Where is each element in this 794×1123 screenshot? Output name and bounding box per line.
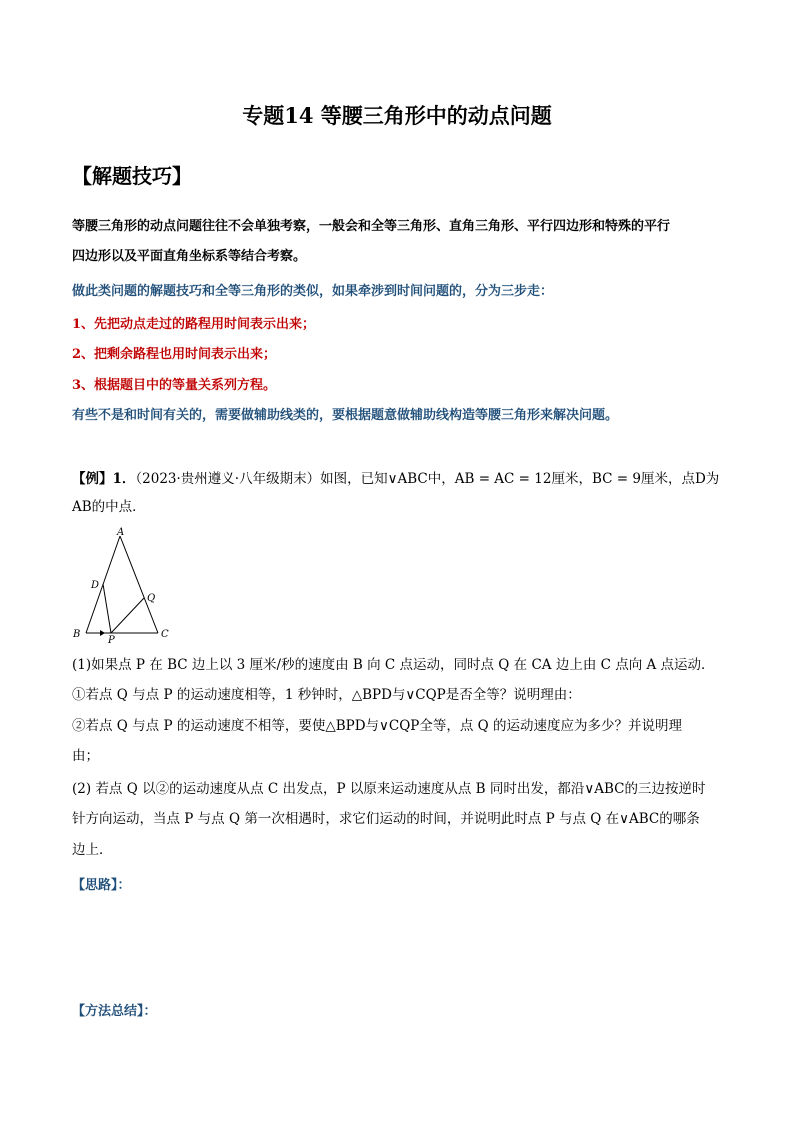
example-text: 如图，已知∨ABC中，AB = AC = 12厘米，BC = 9厘米，点D为 <box>320 471 720 487</box>
summary-label: 【方法总结】： <box>72 1004 157 1019</box>
example-tag: 【例】1． <box>72 471 136 487</box>
section-heading: 【解题技巧】 <box>72 164 192 188</box>
step-1: 1、先把动点走过的路程用时间表示出来； <box>72 317 316 332</box>
intro-line-3: 做此类问题的解题技巧和全等三角形的类似，如果牵涉到时间问题的，分为三步走： <box>72 284 554 299</box>
step-2: 2、把剩余路程也用时间表示出来； <box>72 347 277 362</box>
intro-line-4: 有些不是和时间有关的，需要做辅助线类的，要根据题意做辅助线构造等腰三角形来解决问题。 <box>72 408 619 423</box>
question-1b-line-1: ②若点 Q 与点 P 的运动速度不相等，要使△BPD与∨CQP全等，点 Q 的运动速度应为多少？并说明理 <box>72 718 683 734</box>
question-1a: ①若点 Q 与点 P 的运动速度相等，1 秒钟时，△BPD与∨CQP是否全等？说明理由： <box>72 687 581 703</box>
thinking-label: 【思路】： <box>72 878 131 893</box>
label-a: A <box>117 527 125 538</box>
segment-dp <box>103 584 111 633</box>
example-line-1 <box>72 469 724 489</box>
question-1: (1)如果点 P 在 BC 边上以 3 厘米/秒的速度由 B 向 C 点运动，同时点 Q 在 CA 边上由 C 点向 A 点运动． <box>72 657 715 673</box>
label-q: Q <box>147 593 156 604</box>
page-title: 专题14 等腰三角形中的动点问题 <box>242 103 552 128</box>
intro-line-1: 等腰三角形的动点问题往往不会单独考察，一般会和全等三角形、直角三角形、平行四边形和特殊的平行 <box>72 219 671 234</box>
label-c: C <box>161 629 169 640</box>
question-2-line-1: (2) 若点 Q 以②的运动速度从点 C 出发点，P 以原来运动速度从点 B 同时出发，都沿∨ABC的三边按逆时 <box>72 781 706 797</box>
label-d: D <box>91 580 100 591</box>
label-b: B <box>73 629 81 640</box>
question-1b-line-2: 由； <box>72 748 99 764</box>
question-2-line-2: 针方向运动，当点 P 与点 Q 第一次相遇时，求它们运动的时间，并说明此时点 P 与点 Q 在∨ABC的哪条 <box>72 811 700 827</box>
triangle-figure <box>66 526 176 644</box>
question-2-line-3: 边上． <box>72 842 113 858</box>
step-3: 3、根据题目中的等量关系列方程。 <box>72 378 277 393</box>
arrow-head <box>100 630 105 636</box>
example-source: （2023·贵州遵义·八年级期末） <box>135 471 321 487</box>
example-line-2: AB的中点． <box>72 499 146 515</box>
edge-ac <box>120 536 158 633</box>
segment-pq <box>111 598 144 633</box>
intro-line-2: 四边形以及平面直角坐标系等结合考察。 <box>72 249 307 264</box>
label-p: P <box>108 635 115 644</box>
